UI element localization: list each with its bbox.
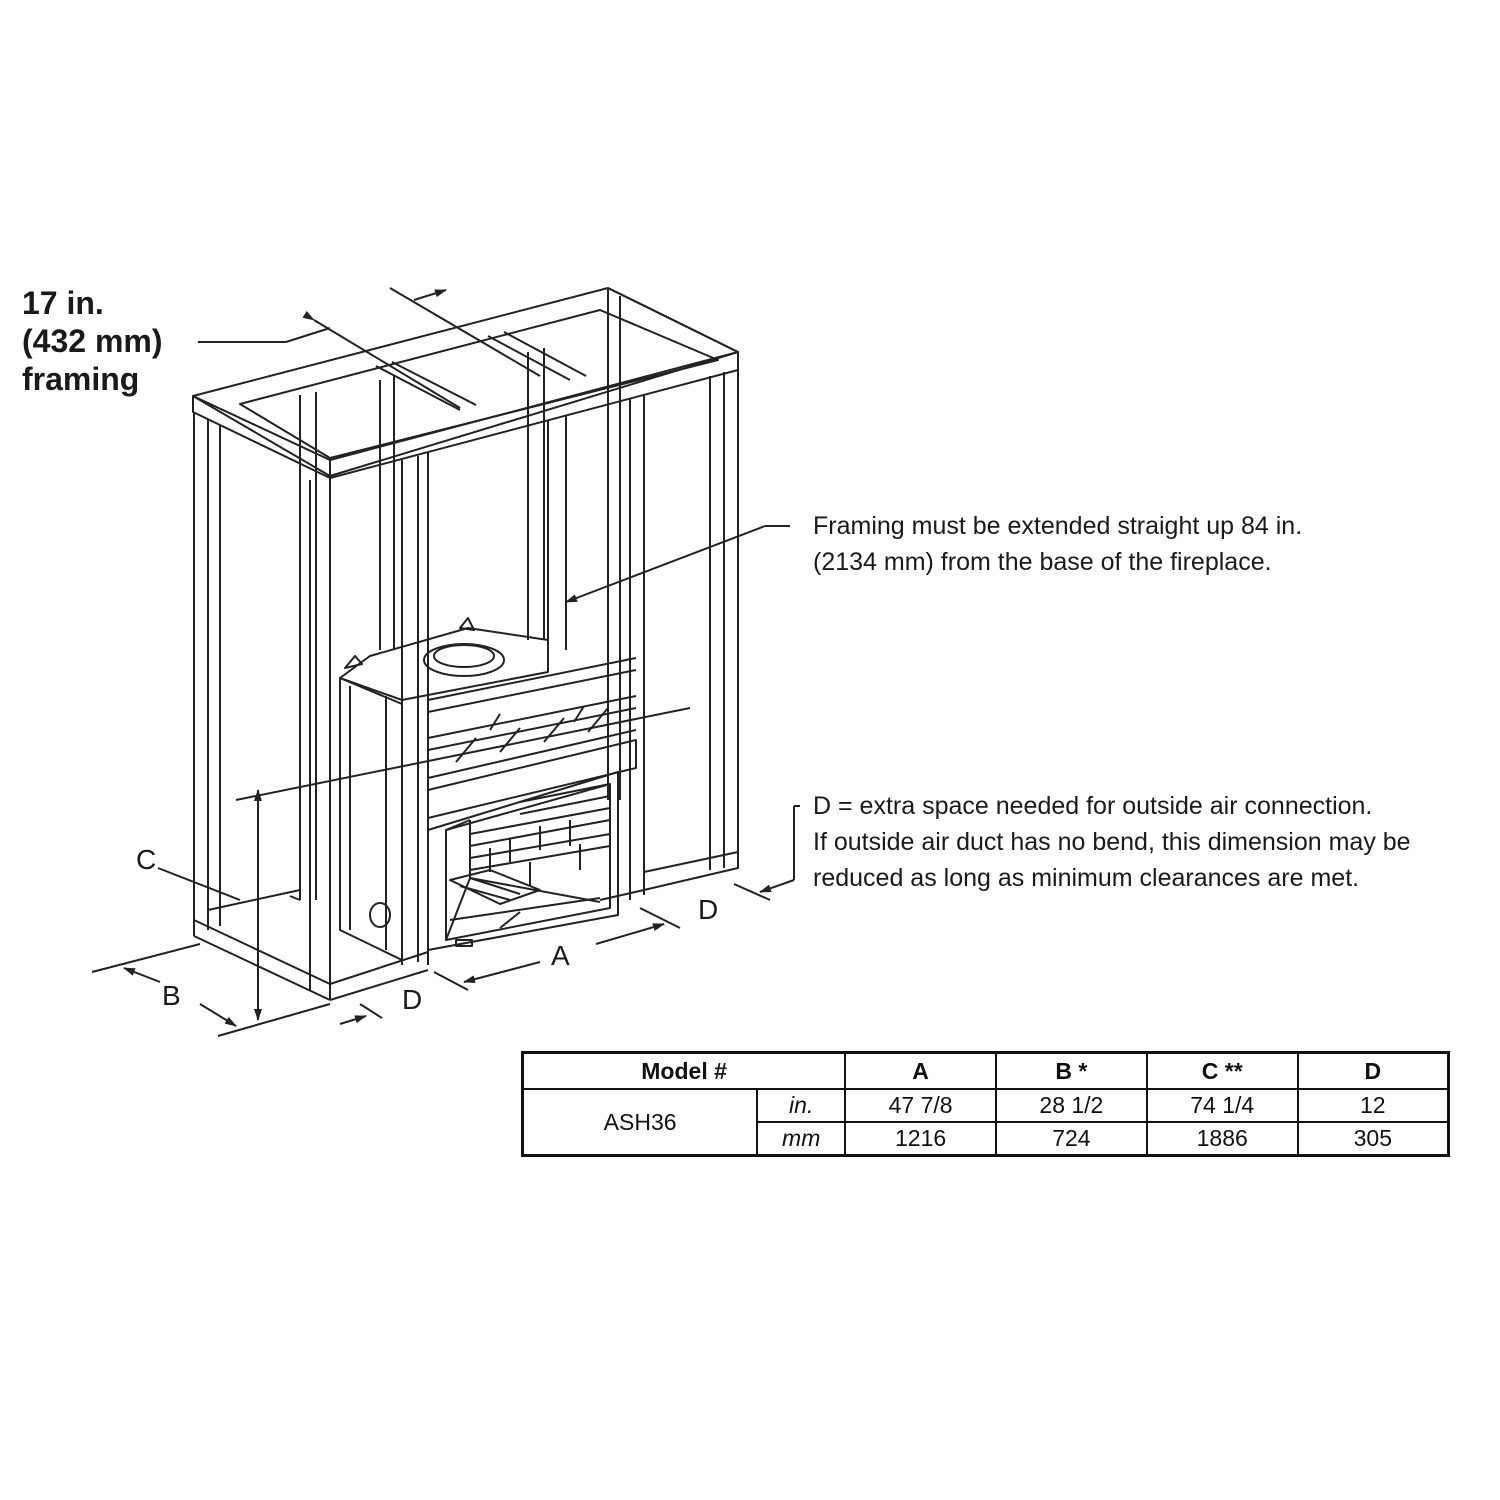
framing-depth-line-3: framing — [22, 361, 140, 397]
value-cell: 74 1/4 — [1147, 1089, 1298, 1122]
table-header-row — [523, 1053, 1449, 1090]
value-cell: 12 — [1298, 1089, 1449, 1122]
left-frame — [194, 412, 330, 1000]
framing-height-note — [813, 508, 1302, 580]
air-note-line-1: D = extra space needed for outside air connection. — [813, 792, 1373, 820]
header-a: A — [845, 1053, 996, 1090]
outside-air-note — [813, 788, 1411, 896]
model-cell: ASH36 — [523, 1089, 758, 1156]
framing-depth-line-1: 17 in. — [22, 285, 104, 321]
framing-depth-line-2: (432 mm) — [22, 323, 163, 359]
table-row — [523, 1089, 1449, 1122]
framing-depth-label — [22, 284, 163, 398]
header-c: C ** — [1147, 1053, 1298, 1090]
value-cell: 47 7/8 — [845, 1089, 996, 1122]
air-note-line-3: reduced as long as minimum clearances are met. — [813, 864, 1360, 892]
dim-label-a: A — [551, 940, 570, 971]
unit-cell: in. — [757, 1089, 845, 1122]
top-plate — [193, 352, 738, 478]
dim-label-d-left: D — [402, 984, 423, 1015]
dim-label-b: B — [162, 980, 181, 1011]
value-cell: 305 — [1298, 1122, 1449, 1156]
header-b: B * — [996, 1053, 1147, 1090]
dimension-table — [521, 1051, 1450, 1157]
air-note-line-2: If outside air duct has no bend, this dimension may be — [813, 828, 1411, 856]
dim-label-c: C — [136, 844, 157, 875]
front-frame — [330, 370, 738, 1000]
header-d: D — [1298, 1053, 1449, 1090]
firebox — [428, 772, 618, 950]
value-cell: 1886 — [1147, 1122, 1298, 1156]
value-cell: 28 1/2 — [996, 1089, 1147, 1122]
framing-note-line-2: (2134 mm) from the base of the fireplace. — [813, 548, 1272, 576]
dim-label-d-right: D — [698, 894, 719, 925]
unit-cell: mm — [757, 1122, 845, 1156]
framing-note-line-1: Framing must be extended straight up 84 in. — [813, 512, 1303, 540]
value-cell: 724 — [996, 1122, 1147, 1156]
value-cell: 1216 — [845, 1122, 996, 1156]
header-model: Model # — [523, 1053, 846, 1090]
